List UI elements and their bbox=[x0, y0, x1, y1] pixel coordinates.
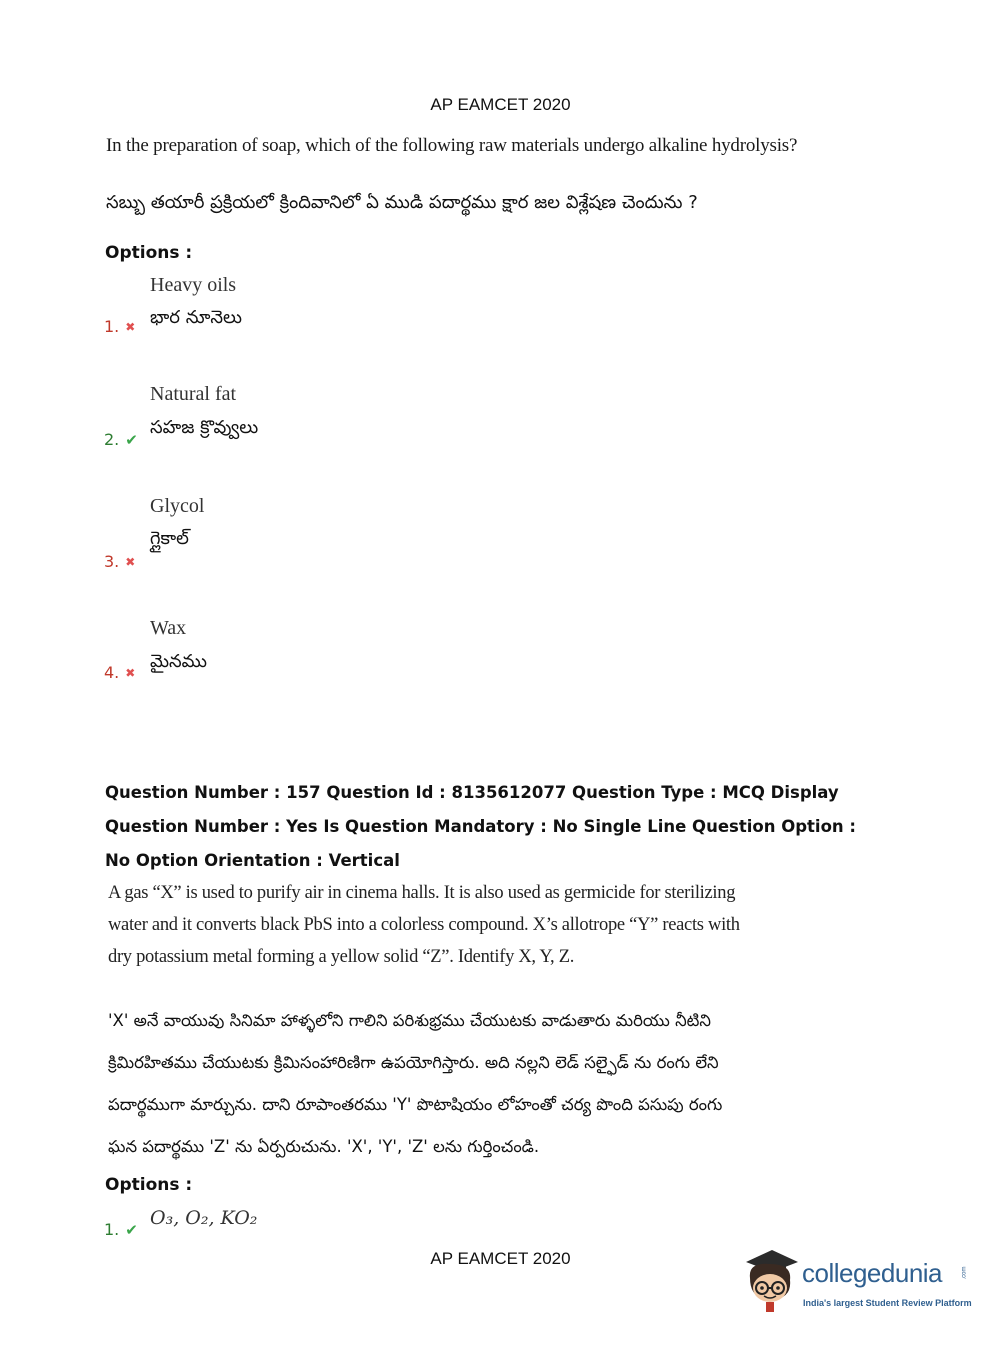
option-3-telugu: గ్లైకాల్ bbox=[150, 528, 189, 549]
mascot-icon bbox=[742, 1248, 800, 1314]
option-4-telugu: మైనము bbox=[150, 651, 207, 672]
cross-icon: ✖ bbox=[125, 555, 136, 569]
collegedunia-logo bbox=[742, 1248, 982, 1318]
check-icon: ✔ bbox=[125, 431, 138, 449]
cross-icon: ✖ bbox=[125, 320, 136, 334]
options-label-2: Options : bbox=[105, 1175, 193, 1195]
check-icon: ✔ bbox=[125, 1221, 138, 1239]
option-2-number: 2. ✔ bbox=[104, 430, 138, 449]
question-2-text-telugu: 'X' అనే వాయువు సినిమా హాళ్ళలోని గాలిని పరిశుభ్రము చేయుటకు వాడుతారు మరియు నీటిని క్రిమిరహితము చేయుటకు క్రిమిసంహారిణిగా ఉపయోగిస్తారు. అది నల్లని లెడ్ సల్ఫైడ్ ను రంగు లేని పదార్థముగా మార్చును. దాని రూపాంతరము 'Y' పొటాషియం లోహంతో చర్య పొంది పసుపు రంగు ఘన పదార్థము 'Z' ను ఏర్పరుచును. 'X', 'Y', 'Z' లను గుర్తించండి. bbox=[108, 1011, 723, 1156]
option-1-number: 1. ✖ bbox=[104, 317, 136, 336]
page-footer: AP EAMCET 2020 bbox=[430, 1249, 571, 1268]
q2-option-1-number: 1. ✔ bbox=[104, 1220, 138, 1239]
cross-icon: ✖ bbox=[125, 666, 136, 680]
option-2-english: Natural fat bbox=[150, 383, 237, 405]
page-header: AP EAMCET 2020 bbox=[430, 95, 571, 114]
logo-wordmark: collegedunia bbox=[802, 1258, 943, 1288]
option-4-number: 4. ✖ bbox=[104, 663, 136, 682]
question-meta: Question Number : 157 Question Id : 8135612077 Question Type : MCQ Display Question Number : Yes Is Question Mandatory : No Single Line Question Option : No Option Orientation : Vertical bbox=[105, 783, 857, 870]
option-1-telugu: భార నూనెలు bbox=[150, 307, 242, 328]
option-3-number: 3. ✖ bbox=[104, 552, 136, 571]
question-2-text-english: A gas “X” is used to purify air in cinema halls. It is also used as germicide for sterilizing water and it converts black PbS into a colorless compound. X’s allotrope “Y” reacts with dry potassium metal forming a yellow solid “Z”. Identify X, Y, Z. bbox=[108, 883, 740, 967]
logo-suffix: .com bbox=[961, 1266, 968, 1280]
question-text-english: In the preparation of soap, which of the following raw materials undergo alkaline hydrolysis? bbox=[106, 135, 798, 156]
q2-option-1-text: O₃, O₂, KO₂ bbox=[150, 1207, 258, 1229]
option-2-telugu: సహజ క్రొవ్వులు bbox=[150, 417, 259, 438]
option-1-english: Heavy oils bbox=[150, 274, 237, 296]
options-label: Options : bbox=[105, 243, 193, 263]
option-3-english: Glycol bbox=[150, 495, 205, 517]
question-text-telugu: సబ్బు తయారీ ప్రక్రియలో క్రిందివానిలో ఏ ముడి పదార్థము క్షార జల విశ్లేషణ చెందును ? bbox=[106, 192, 698, 213]
option-4-english: Wax bbox=[150, 617, 187, 639]
logo-tagline: India's largest Student Review Platform bbox=[803, 1298, 972, 1308]
